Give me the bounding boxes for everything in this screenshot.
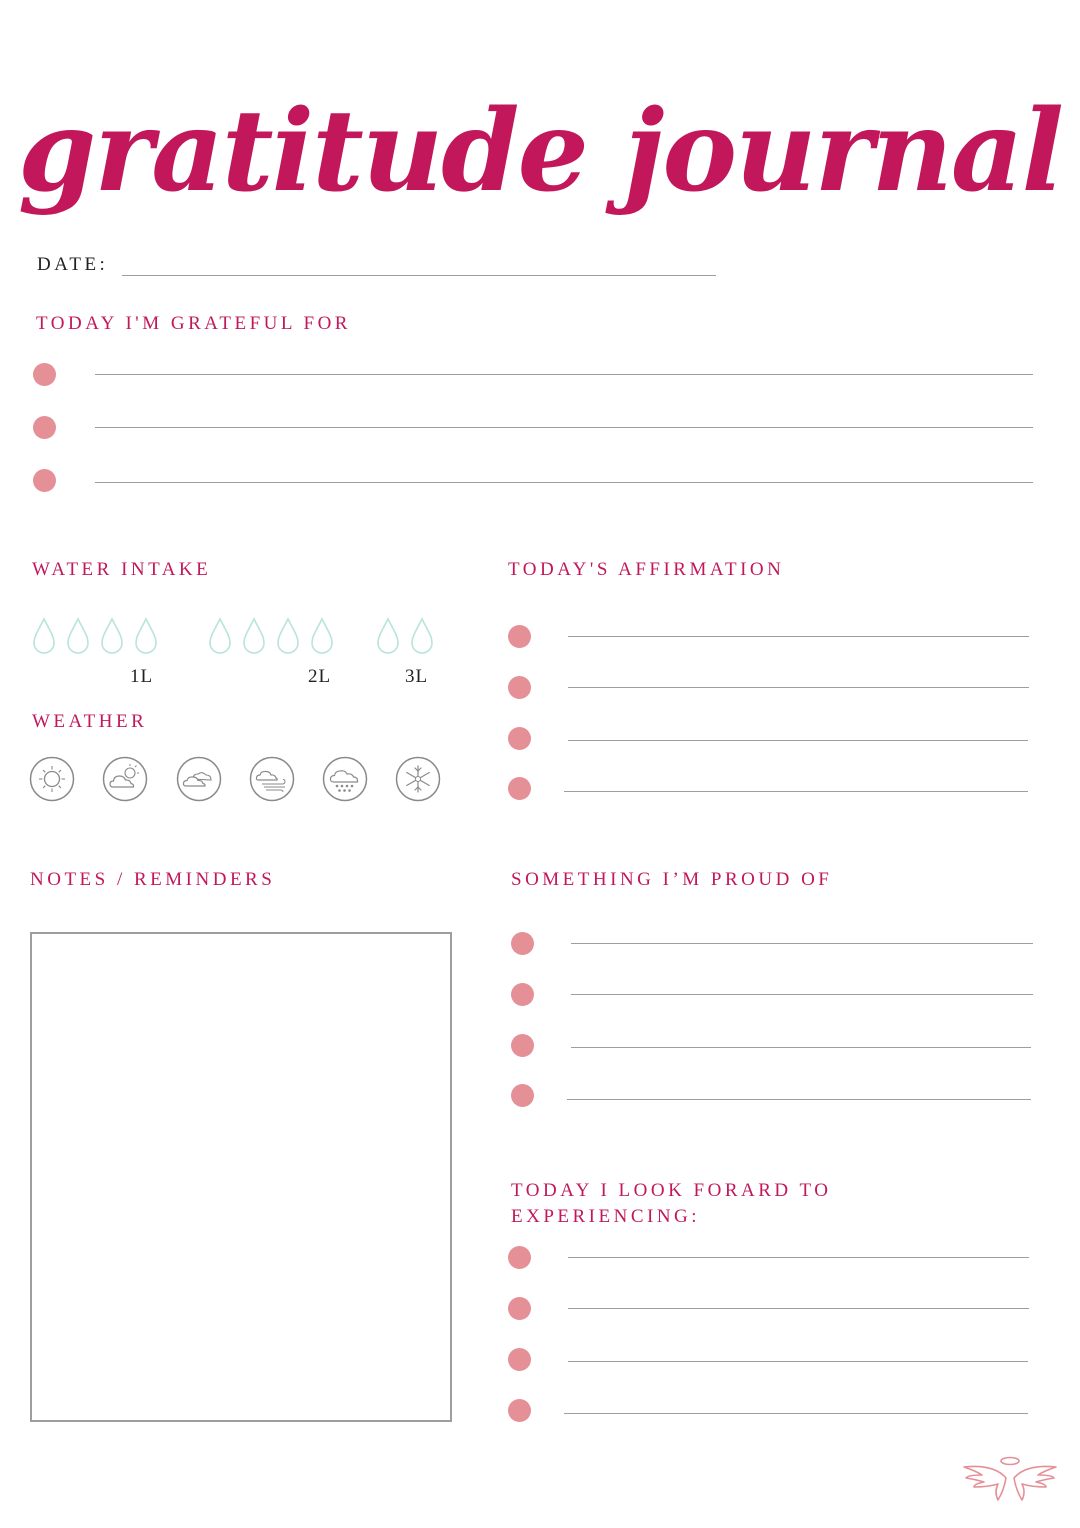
proud-line[interactable] [571,1047,1031,1048]
water-drop-icon[interactable] [208,617,232,655]
lookforward-line[interactable] [568,1308,1029,1309]
lookforward-bullet [508,1297,531,1320]
lookforward-bullet [508,1246,531,1269]
water-drop-icon[interactable] [100,617,124,655]
affirmation-heading: TODAY'S AFFIRMATION [508,559,785,580]
water-drop-icon[interactable] [376,617,400,655]
affirmation-line[interactable] [564,791,1028,792]
affirmation-line[interactable] [568,687,1029,688]
water-drop-icon[interactable] [32,617,56,655]
grateful-heading: TODAY I'M GRATEFUL FOR [36,313,351,334]
lookforward-bullet [508,1348,531,1371]
weather-heading: WEATHER [32,711,148,732]
water-drop-icon[interactable] [410,617,434,655]
water-heading: WATER INTAKE [32,559,212,580]
affirmation-line[interactable] [568,636,1029,637]
water-drop-icon[interactable] [276,617,300,655]
proud-line[interactable] [571,994,1033,995]
page-title-text: gratitude journal [17,86,1063,217]
grateful-bullet [33,363,56,386]
affirmation-line[interactable] [568,740,1028,741]
lookforward-heading-line1: TODAY I LOOK FORARD TO [511,1180,832,1201]
proud-heading: SOMETHING I’M PROUD OF [511,869,833,890]
water-mark-1l: 1L [130,666,154,687]
proud-bullet [511,1084,534,1107]
water-drop-icon[interactable] [66,617,90,655]
sun-icon[interactable] [29,756,75,802]
proud-bullet [511,932,534,955]
notes-heading: NOTES / REMINDERS [30,869,276,890]
angel-wings-logo-icon [958,1452,1062,1512]
proud-line[interactable] [571,943,1033,944]
date-field-line[interactable] [122,275,716,276]
lookforward-bullet [508,1399,531,1422]
lookforward-line[interactable] [568,1361,1028,1362]
water-drop-icon[interactable] [242,617,266,655]
lookforward-line[interactable] [564,1413,1028,1414]
affirmation-bullet [508,777,531,800]
grateful-bullet [33,469,56,492]
affirmation-bullet [508,676,531,699]
notes-box[interactable] [30,932,452,1422]
snowflake-icon[interactable] [395,756,441,802]
grateful-line[interactable] [95,427,1033,428]
water-mark-2l: 2L [308,666,332,687]
page-title [0,70,1080,260]
grateful-bullet [33,416,56,439]
lookforward-heading-line2: EXPERIENCING: [511,1206,701,1227]
water-mark-3l: 3L [405,666,429,687]
water-drop-icon[interactable] [134,617,158,655]
proud-bullet [511,983,534,1006]
windy-icon[interactable] [249,756,295,802]
grateful-line[interactable] [95,482,1033,483]
affirmation-bullet [508,727,531,750]
lookforward-line[interactable] [568,1257,1029,1258]
proud-bullet [511,1034,534,1057]
rain-icon[interactable] [322,756,368,802]
date-label: DATE: [37,254,109,275]
affirmation-bullet [508,625,531,648]
grateful-line[interactable] [95,374,1033,375]
partly-sunny-icon[interactable] [102,756,148,802]
cloudy-icon[interactable] [176,756,222,802]
water-drop-icon[interactable] [310,617,334,655]
proud-line[interactable] [567,1099,1031,1100]
